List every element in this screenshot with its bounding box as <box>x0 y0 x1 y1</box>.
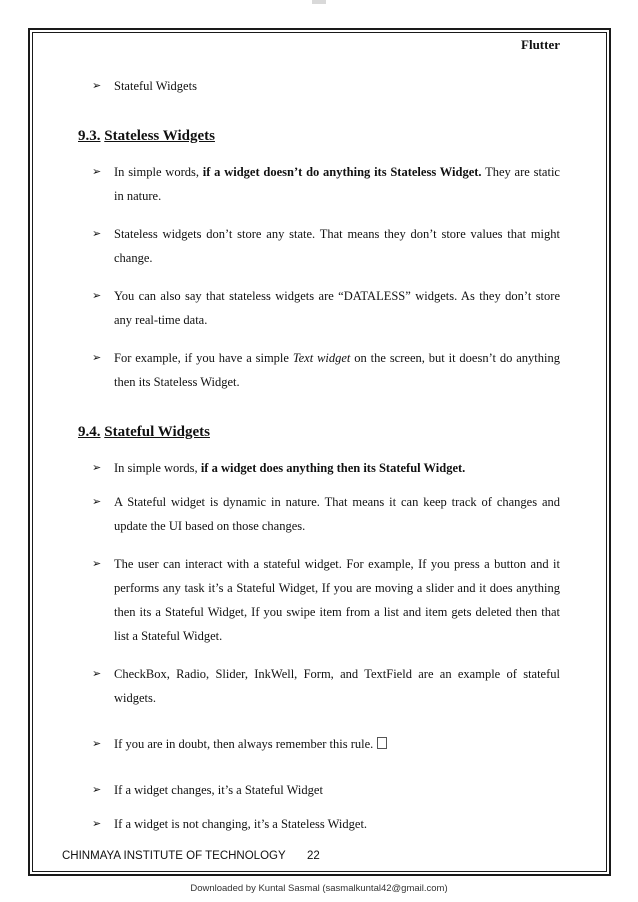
list-item-italic: Text widget <box>292 351 351 365</box>
arrow-bullet-icon: ➢ <box>92 668 102 680</box>
intro-list <box>78 74 560 98</box>
arrow-bullet-icon: ➢ <box>92 80 102 92</box>
list-item <box>78 456 560 480</box>
top-page-marker <box>312 0 326 4</box>
stateless-list <box>78 160 560 394</box>
arrow-bullet-icon: ➢ <box>92 290 102 302</box>
list-item <box>78 778 560 802</box>
section-heading <box>78 126 560 146</box>
list-item-text: They are static in nature. <box>114 165 560 203</box>
list-item <box>78 812 560 836</box>
list-item-text: If a widget is not changing, it’s a Stateless Widget. <box>114 817 368 831</box>
section-title: Stateless Widgets <box>104 128 215 144</box>
list-item-text: CheckBox, Radio, Slider, InkWell, Form, and TextField are an example of stateful widgets. <box>114 667 560 705</box>
header-title: Flutter <box>521 37 560 52</box>
section-number: 9.3. <box>78 128 101 144</box>
arrow-bullet-icon: ➢ <box>92 738 102 750</box>
list-item <box>78 490 560 538</box>
list-item <box>78 74 560 98</box>
arrow-bullet-icon: ➢ <box>92 228 102 240</box>
page-content <box>78 74 560 836</box>
arrow-bullet-icon: ➢ <box>92 818 102 830</box>
list-item-bold: if a widget does anything then its Stateful Widget. <box>200 461 466 475</box>
section-title: Stateful Widgets <box>104 424 210 440</box>
list-item <box>78 552 560 648</box>
arrow-bullet-icon: ➢ <box>92 558 102 570</box>
list-item <box>78 160 560 208</box>
list-item <box>78 284 560 332</box>
footer-institute: CHINMAYA INSTITUTE OF TECHNOLOGY <box>62 850 286 862</box>
arrow-bullet-icon: ➢ <box>92 496 102 508</box>
arrow-bullet-icon: ➢ <box>92 166 102 178</box>
list-item-text: The user can interact with a stateful widget. For example, If you press a button and it performs any task it’s a Stateful Widget, If you are moving a slider and it does anything then its a Stateful Widget, If you swipe item from a list and item gets deleted then that list a Stateful Widget. <box>114 557 560 643</box>
list-item <box>78 222 560 270</box>
footer-page-number: 22 <box>307 850 320 862</box>
stateful-list <box>78 456 560 836</box>
list-item-text: Stateful Widgets <box>114 79 197 93</box>
list-item-text: In simple words, <box>114 461 201 475</box>
list-item-text: You can also say that stateless widgets are “DATALESS” widgets. As they don’t store any real-time data. <box>114 289 560 327</box>
arrow-bullet-icon: ➢ <box>92 784 102 796</box>
arrow-bullet-icon: ➢ <box>92 462 102 474</box>
list-item <box>78 346 560 394</box>
list-item-text: In simple words, <box>114 165 203 179</box>
list-item-text: Stateless widgets don’t store any state. That means they don’t store values that might change. <box>114 227 560 265</box>
arrow-bullet-icon: ➢ <box>92 352 102 364</box>
list-item <box>78 662 560 710</box>
list-item-bold: if a widget doesn’t do anything its Stateless Widget. <box>202 165 482 179</box>
list-item-text: A Stateful widget is dynamic in nature. That means it can keep track of changes and update the UI based on those changes. <box>114 495 560 533</box>
list-item-text: If a widget changes, it’s a Stateful Widget <box>114 783 323 797</box>
missing-glyph-icon <box>377 737 387 749</box>
list-item-text: If you are in doubt, then always remember this rule. <box>114 737 374 751</box>
list-item <box>78 732 560 756</box>
section-heading <box>78 422 560 442</box>
list-item-text: For example, if you have a simple <box>114 351 293 365</box>
list-item-text: on the screen, but it doesn’t do anything then its Stateless Widget. <box>114 351 560 389</box>
section-number: 9.4. <box>78 424 101 440</box>
download-note: Downloaded by Kuntal Sasmal (sasmalkuntal42@gmail.com) <box>190 883 448 894</box>
